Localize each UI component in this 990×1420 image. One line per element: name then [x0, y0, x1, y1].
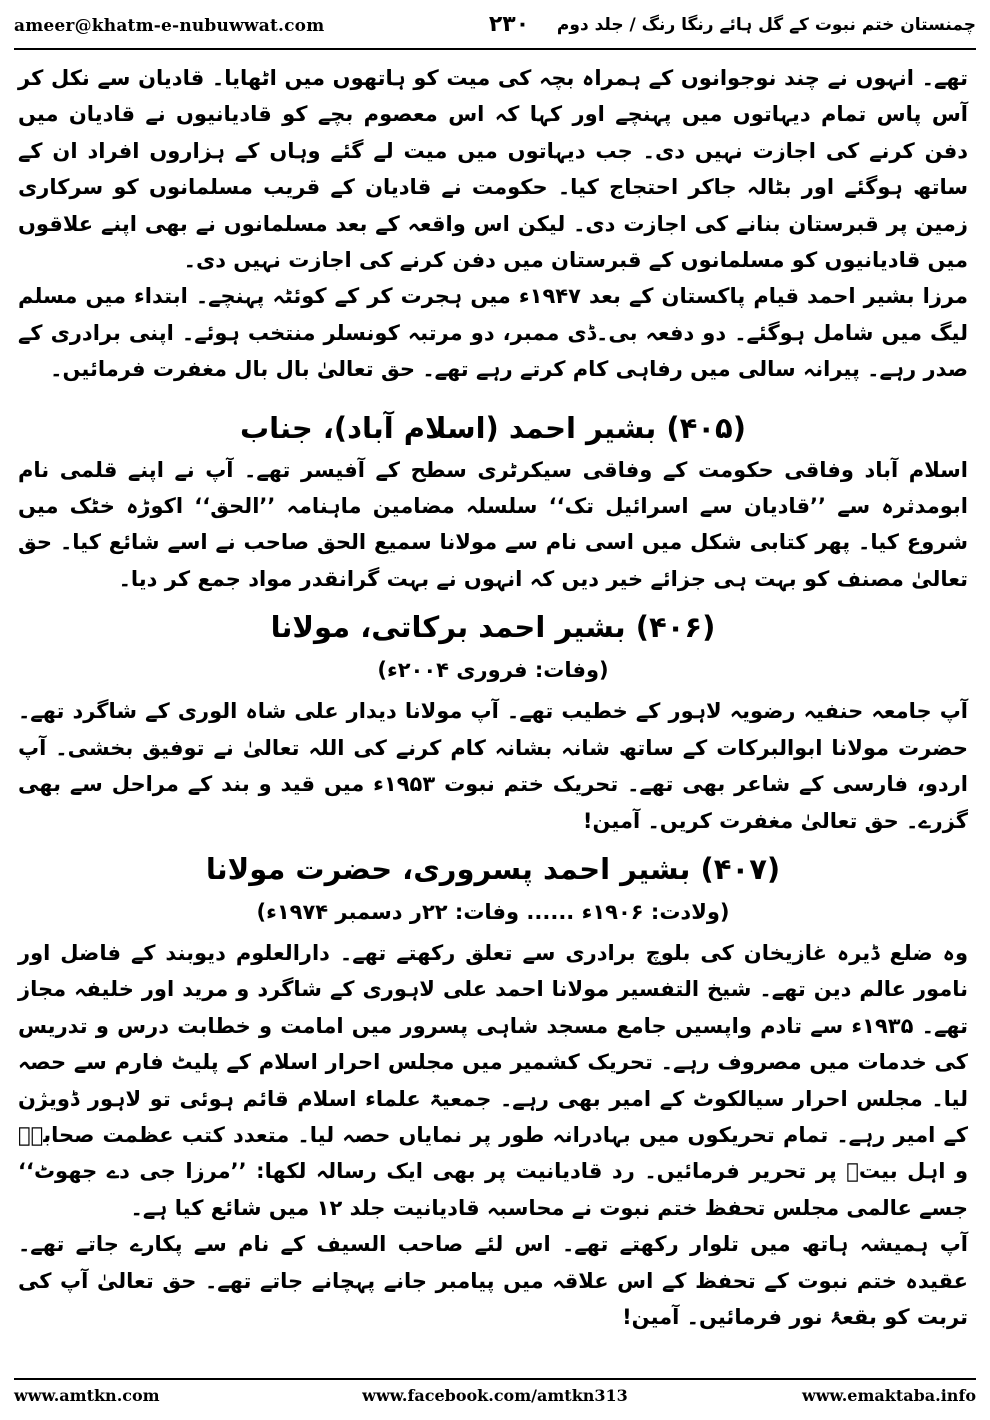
intro-paragraph-2: مرزا بشیر احمد قیام پاکستان کے بعد ۱۹۴۷ء میں ہجرت کر کے کوئٹہ پہنچے۔ ابتداء میں مسلم لیگ میں شامل ہوگئے۔ دو دفعہ بی۔ڈی ممبر، دو مرتبہ کونسلر منتخب ہوئے۔ اپنی برادری کے صدر رہے۔ پیرانہ سالی میں رفاہی کام کرتے رہے تھے۔ حق تعالیٰ بال بال مغفرت فرمائیں۔	[18, 284, 969, 382]
entry-407-paragraph-2: آپ ہمیشہ ہاتھ میں تلوار رکھتے تھے۔ اس لئے صاحب السیف کے نام سے پکارے جاتے تھے۔ عقیدہ ختم نبوت کے تحفظ کے اس علاقہ میں پیامبر جانے پہچانے جاتے تھے۔ حق تعالیٰ آپ کی تربت کو بقعۂ نور فرمائیں۔ آمین!	[18, 1232, 968, 1329]
entry-406-dates: (وفات: فروری ۲۰۰۴ء)	[377, 658, 609, 683]
footer-link-amtkn[interactable]: www.amtkn.com	[14, 1386, 160, 1405]
entry-407-paragraph-1: وہ ضلع ڈیرہ غازیخان کی بلوچ برادری سے تعلق رکھتے تھے۔ دارالعلوم دیوبند کے فاضل اور نامور عالم دین تھے۔ شیخ التفسیر مولانا احمد علی لاہوری کے شاگرد و مرید اور خلیفہ مجاز تھے۔ ۱۹۳۵ء سے تادم واپسیں جامع مسجد شاہی پسرور میں امامت و خطابت درس و تدریس کی خدمات میں مصروف رہے۔ تحریک کشمیر میں مجلس احرار اسلام کے پلیٹ فارم سے حصہ لیا۔ مجلس احرار سیالکوٹ کے امیر بھی رہے۔ جمعیۃ علماء اسلام قائم ہوئی تو لاہور ڈویژن کے امیر رہے۔ تمام تحریکوں میں بہادرانہ طور پر نمایاں حصہ لیا۔ متعدد کتب عظمت صحابہؓ و اہل بیتؓ پر تحریر فرمائیں۔ رد قادیانیت پر بھی ایک رسالہ لکھا: ’’مرزا جی دے جھوٹ‘‘ جسے عالمی مجلس تحفظ ختم نبوت نے محاسبہ قادیانیت جلد ۱۲ میں شائع کیا ہے۔	[18, 940, 968, 1220]
entry-406-paragraph: آپ جامعہ حنفیہ رضویہ لاہور کے خطیب تھے۔ آپ مولانا دیدار علی شاہ الوری کے شاگرد تھے۔ حضرت مولانا ابوالبرکات کے ساتھ شانہ بشانہ کام کرنے کی اللہ تعالیٰ نے توفیق بخشی۔ آپ اردو، فارسی کے شاعر بھی تھے۔ تحریک ختم نبوت ۱۹۵۳ء میں قید و بند کے مراحل سے بھی گزرے۔ حق تعالیٰ مغفرت کریں۔ آمین!	[18, 699, 968, 833]
page-number: ۲۳۰	[488, 12, 530, 37]
footer-link-facebook[interactable]: www.facebook.com/amtkn313	[362, 1386, 628, 1405]
entry-405-paragraph: اسلام آباد وفاقی حکومت کے وفاقی سیکرٹری سطح کے آفیسر تھے۔ آپ نے اپنے قلمی نام ابومدثرہ سے ’’قادیان سے اسرائیل تک‘‘ سلسلہ مضامین ماہنامہ ’’الحق‘‘ اکوڑہ خٹک میں شروع کیا۔ پھر کتابی شکل میں اسی نام سے مولانا سمیع الحق صاحب نے اسے شائع کیا۔ حق تعالیٰ مصنف کو بہت ہی جزائے خیر دیں کہ انہوں نے بہت گرانقدر مواد جمع کر دیا۔	[18, 457, 968, 591]
entry-heading-405: (۴۰۵) بشیر احمد (اسلام آباد)، جناب	[239, 410, 747, 445]
page-body	[18, 60, 968, 1372]
book-title: چمنستان ختم نبوت کے گل ہائے رنگا رنگ / جلد دوم	[556, 15, 976, 35]
intro-paragraph: تھے۔ انہوں نے چند نوجوانوں کے ہمراہ بچہ کی میت کو ہاتھوں میں اٹھایا۔ قادیان سے نکل کر آس پاس تمام دیہاتوں میں پہنچے اور کہا کہ اس معصوم بچے کو قادیانیوں نے قادیان میں دفن کرنے کی اجازت نہیں دی۔ جب دیہاتوں میں میت لے گئے وہاں کے ہزاروں افراد ان کے ساتھ ہوگئے اور بٹالہ جاکر احتجاج کیا۔ حکومت نے قادیان کے قریب مسلمانوں کو سرکاری زمین پر قبرستان بنانے کی اجازت دی۔ لیکن اس واقعہ کے بعد مسلمانوں نے بھی اپنے علاقوں میں قادیانیوں کو مسلمانوں کے قبرستان میں دفن کرنے کی اجازت نہیں دی۔	[18, 66, 968, 273]
entry-heading-407: (۴۰۷) بشیر احمد پسروری، حضرت مولانا	[205, 851, 781, 886]
entry-407-dates: (ولادت: ۱۹۰۶ء ...... وفات: ۲۲ر دسمبر ۱۹۷۴ء)	[256, 899, 730, 924]
header-email: ameer@khatm-e-nubuwwat.com	[14, 16, 325, 36]
page-footer	[14, 1384, 976, 1412]
entry-heading-406: (۴۰۶) بشیر احمد برکاتی، مولانا	[270, 610, 716, 645]
page-header	[14, 10, 976, 44]
footer-divider	[14, 1378, 976, 1380]
header-divider	[14, 48, 976, 50]
footer-link-emaktaba[interactable]: www.emaktaba.info	[802, 1386, 976, 1405]
